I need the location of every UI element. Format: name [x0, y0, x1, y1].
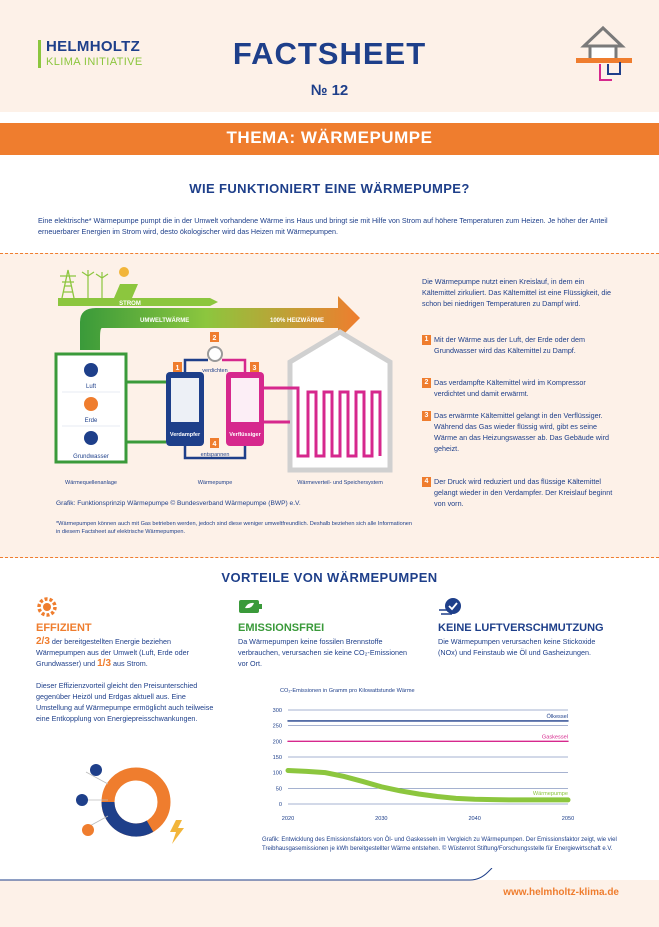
label-heatpump: Wärmepumpe — [197, 480, 233, 486]
groundwater-icon — [84, 431, 98, 445]
compressor — [208, 347, 222, 361]
tag-3: 3 — [252, 365, 257, 372]
wind-turbine-icon — [82, 270, 108, 298]
gear-icon — [36, 596, 58, 618]
air-icon — [90, 764, 102, 776]
x-tick-label: 2020 — [281, 816, 295, 822]
series-line-3 — [288, 770, 568, 799]
battery-leaf-icon — [238, 598, 264, 616]
energy-share-donut — [64, 760, 194, 850]
luft-label: Luft — [85, 384, 97, 390]
y-tick-label: 250 — [272, 723, 282, 730]
gas-footnote: *Wärmepumpen können auch mit Gas betrieben werden, jedoch sind diese weniger umweltfreundlich. Deshalb beziehen sich alle Informationen in diesem Factsheet auf elektrische Wärmepumpen. — [56, 521, 413, 535]
section-heading-advantages: VORTEILE VON WÄRMEPUMPEN — [221, 570, 438, 585]
chart-title: CO₂-Emissionen in Gramm pro Kilowattstunde Wärme — [280, 688, 415, 694]
series-label-2: Gaskessel — [541, 734, 568, 741]
strom-label: STROM — [119, 301, 141, 307]
air-icon — [84, 363, 98, 377]
clean-air-icon — [438, 596, 464, 618]
logo-text-helmholtz: HELMHOLTZ — [46, 38, 141, 55]
earth-icon — [82, 824, 94, 836]
y-tick-label: 300 — [272, 708, 282, 714]
step-3: 3 Das erwärmte Kältemittel gelangt in den Verflüssiger. Während das Gas wieder flüssig wird, gibt es seine Wärme an das Heizungswasser ab. Das Gebäude wird geheizt. — [422, 410, 617, 454]
y-tick-label: 200 — [272, 739, 282, 746]
page-title: FACTSHEET — [232, 36, 427, 71]
step-2: 2 Das verdampfte Kältemittel wird im Kompressor verdichtet und damit erwärmt. — [422, 377, 617, 399]
y-tick-label: 100 — [272, 770, 282, 777]
tag-2: 2 — [212, 335, 217, 342]
series-label-1: Ölkessel — [546, 713, 568, 720]
grundwasser-label: Grundwasser — [73, 454, 109, 460]
tag-1: 1 — [175, 365, 180, 372]
effizient-title: EFFIZIENT — [36, 622, 92, 634]
y-tick-label: 50 — [275, 786, 282, 793]
x-tick-label: 2030 — [375, 816, 388, 822]
chart-caption: Grafik: Entwicklung des Emissionsfaktors von Öl- und Gaskesseln im Vergleich zu Wärmepumpen. Der Emissionsfaktor zeigt, wie viel Treibhausgasemissionen je kWh bereitgestellter Wärme entstehen. © Wüstenrot Stiftung/Forschungsstelle für Energiewirtschaft e.V. — [262, 837, 617, 852]
tag-4: 4 — [212, 441, 217, 448]
heizwaerme-label: 100% HEIZWÄRME — [270, 318, 325, 324]
emissionsfrei-text: Da Wärmepumpen keine fossilen Brennstoffe verbrauchen, verursachen sie keine CO₂-Emissionen vor Ort. — [238, 637, 407, 668]
section-heading-how: WIE FUNKTIONIERT EINE WÄRMEPUMPE? — [189, 181, 470, 196]
lightning-icon — [170, 820, 184, 844]
effizient-text: 2/3 der bereitgestellten Energie beziehen Wärmepumpen aus der Umwelt (Luft, Erde oder Grundwasser) und 1/3 aus Strom. — [36, 636, 189, 669]
logo-text-klima: KLIMA INITIATIVE — [46, 56, 143, 68]
heatpump-diagram — [40, 262, 420, 494]
entspannen-label: entspannen — [200, 452, 230, 458]
effizient-text-2: Dieser Effizienzvorteil gleicht den Preisunterschied gegenüber Heizöl und Erdgas aktuell aus. Eine Umstellung auf Wärmepumpe ermöglicht auch teilweise eine Entkopplung von Energiepreisschwankungen. — [36, 681, 214, 723]
verfluessiger-label: Verflüssiger — [229, 432, 261, 438]
co2-emissions-chart — [250, 684, 590, 830]
theme-title: THEMA: WÄRMEPUMPE — [226, 128, 433, 147]
x-tick-label: 2050 — [561, 816, 575, 822]
solar-panel-icon — [114, 267, 138, 298]
series-label-3: Wärmepumpe — [532, 790, 568, 797]
x-tick-label: 2040 — [468, 816, 481, 822]
luft-text: Die Wärmepumpen verursachen keine Stickoxide (NOx) und Feinstaub wie Öl und Gasheizungen. — [438, 637, 596, 657]
y-tick-label: 0 — [278, 802, 282, 808]
footer-url[interactable]: www.helmholtz-klima.de — [503, 887, 619, 898]
step-4: 4 Der Druck wird reduziert und das flüssige Kältemittel gelangt wieder in den Verdampfer. Der Kreislauf beginnt von vorn. — [422, 476, 617, 509]
verdichten-label: verdichten — [202, 368, 228, 374]
house-heat-icon — [572, 18, 634, 86]
diagram-caption: Grafik: Funktionsprinzip Wärmepumpe © Bundesverband Wärmepumpe (BWP) e.V. — [56, 500, 301, 507]
factsheet-number: № 12 — [310, 82, 349, 99]
y-tick-label: 150 — [272, 755, 282, 761]
step-1: 1 Mit der Wärme aus der Luft, der Erde oder dem Grundwasser wird das Kältemittel zu Dampf. — [422, 334, 617, 356]
luft-title: KEINE LUFTVERSCHMUTZUNG — [438, 622, 604, 634]
emissionsfrei-title: EMISSIONSFREI — [238, 622, 325, 634]
groundwater-icon — [76, 794, 88, 806]
earth-icon — [84, 397, 98, 411]
label-heat-source: Wärmequellenanlage — [65, 480, 117, 486]
erde-label: Erde — [84, 418, 98, 424]
power-pylon-icon — [60, 270, 76, 298]
umweltwaerme-label: UMWELTWÄRME — [140, 318, 190, 324]
verdampfer-label: Verdampfer — [169, 432, 201, 438]
cycle-intro: Die Wärmepumpe nutzt einen Kreislauf, in dem ein Kältemittel zirkuliert. Das Kältemittel ist eine Flüssigkeit, die schon bei niedrigen Temperaturen zu Dampf wird. — [422, 277, 611, 308]
footer-swoosh — [0, 868, 659, 888]
intro-text: Eine elektrische* Wärmepumpe pumpt die in der Umwelt vorhandene Wärme ins Haus und bringt sie mit Hilfe von Strom auf höhere Temperaturen zum Heizen. Je höher der Anteil erneuerbarer Energien im Strom wird, desto ökologischer wird das Heizen mit Wärmepumpen. — [38, 216, 608, 236]
label-distribution: Wärmeverteil- und Speichersystem — [297, 480, 383, 486]
